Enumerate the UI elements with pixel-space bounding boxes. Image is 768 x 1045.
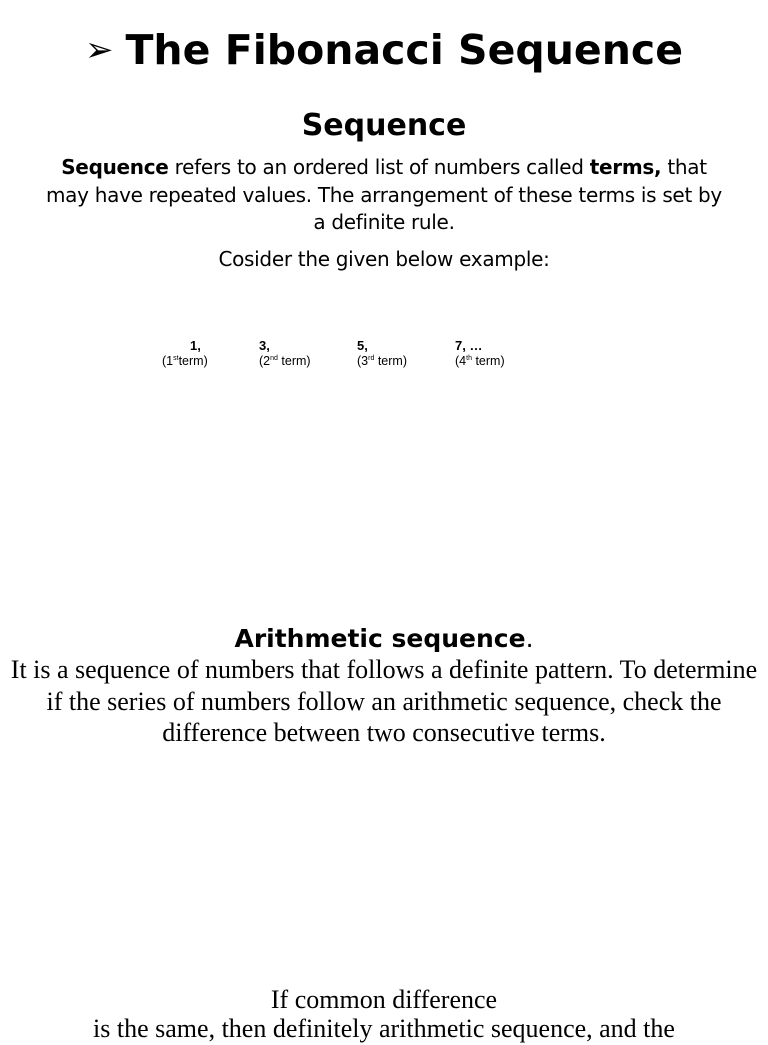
term-value: 1, [190,338,201,353]
example-term [259,338,349,369]
term-value: 7, … [455,338,483,353]
term-label: (3rd term) [357,354,407,368]
example-term [455,338,545,369]
title-text: The Fibonacci Sequence [125,26,684,74]
term-value: 5, [357,338,368,353]
definition-part1: refers to an ordered list of numbers called [168,155,590,179]
sequence-heading: Sequence [301,108,467,143]
term-label: (1stterm) [162,354,208,368]
arithmetic-description: It is a sequence of numbers that follows a definite pattern. To determine if the series of numbers follow an arithmetic sequence, check the difference between two consecutive terms. [10,655,758,747]
example-term [162,338,252,369]
term-label: (4th term) [455,354,505,368]
term-label: (2nd term) [259,354,311,368]
arithmetic-heading: Arithmetic sequence. [234,624,534,653]
example-terms [0,338,768,378]
definition-part2: that may have repeated values. The arrangement of these terms is set by a definite rule. [46,155,722,234]
arrow-bullet-icon: ➢ [84,30,114,70]
example-term [357,338,447,369]
term-value: 3, [259,338,270,353]
definition-term-word: Sequence [61,155,169,179]
common-difference-line: If common difference [270,985,498,1014]
example-intro: Cosider the given below example: [218,247,550,271]
page-title [0,22,768,78]
definition-terms-word: terms, [589,155,662,179]
sequence-definition [40,154,728,237]
common-difference-continuation: is the same, then definitely arithmetic sequence, and the [93,1014,675,1043]
